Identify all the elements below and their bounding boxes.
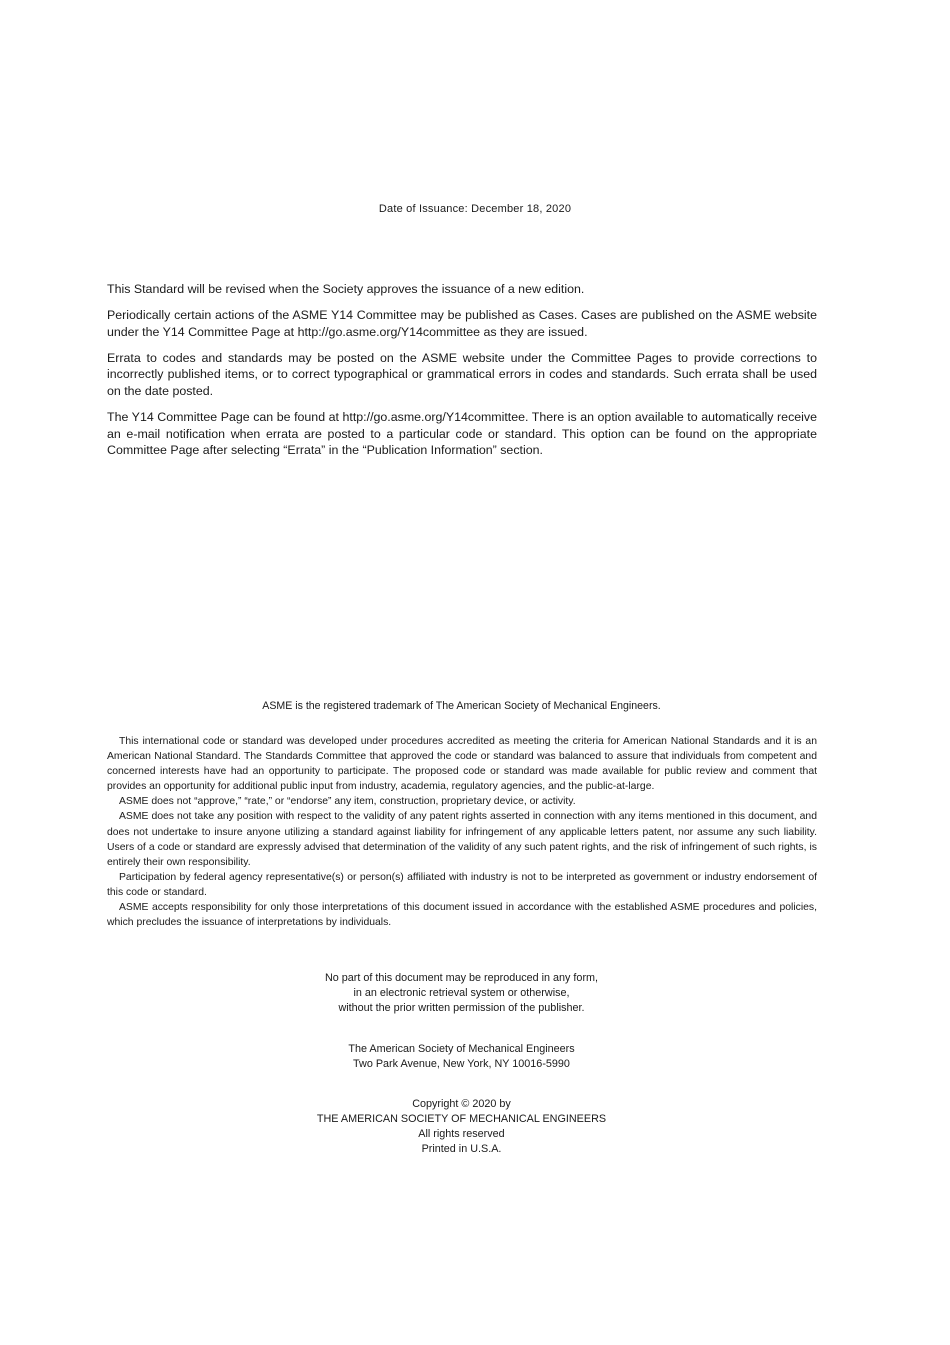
- reproduction-notice: [0, 971, 923, 1016]
- accreditation-paragraph: This international code or standard was developed under procedures accredited as meeting the criteria for American National Standards and it is an American National Standard. The Standards Committee that approved the code or standard was balanced to assure that individuals from competent and concerned interests have had an opportunity to participate. The proposed code or standard was made available for public review and comment that provides an opportunity for additional public input from industry, academia, regulatory agencies, and the public-at-large.: [107, 736, 817, 793]
- publisher-name: The American Society of Mechanical Engineers: [348, 1043, 575, 1055]
- reproduction-line: in an electronic retrieval system or otherwise,: [353, 987, 570, 1000]
- date-of-issuance: Date of Issuance: December 18, 2020: [378, 203, 572, 215]
- publisher-street-address: Two Park Avenue, New York, NY 10016-5990: [353, 1058, 570, 1071]
- patent-paragraph: ASME does not take any position with respect to the validity of any patent rights asserted in connection with any items mentioned in this document, and does not undertake to insure anyone utilizing a standard against liability for infringement of any applicable letters patent, nor assume any such liability. Users of a code or standard are expressly advised that determination of the validity of any such patent rights, and the risk of infringement of such rights, is entirely their own responsibility.: [107, 811, 817, 868]
- trademark-statement: ASME is the registered trademark of The American Society of Mechanical Engineers.: [262, 700, 661, 712]
- interpretations-paragraph: ASME accepts responsibility for only those interpretations of this document issued in accordance with the established ASME procedures and policies, which precludes the issuance of interpretations by individuals.: [107, 902, 817, 929]
- rights-reserved: All rights reserved: [418, 1128, 505, 1141]
- endorsement-paragraph: ASME does not “approve,” “rate,” or “endorse” any item, construction, proprietary device, or activity.: [119, 796, 576, 808]
- copyright-holder: THE AMERICAN SOCIETY OF MECHANICAL ENGINEERS: [316, 1113, 607, 1126]
- printed-in: Printed in U.S.A.: [421, 1143, 502, 1156]
- federal-participation-paragraph: Participation by federal agency representative(s) or person(s) affiliated with industry is not to be interpreted as government or industry endorsement of this code or standard.: [107, 871, 817, 898]
- reproduction-line: No part of this document may be reproduced in any form,: [324, 972, 599, 984]
- reproduction-line: without the prior written permission of the publisher.: [338, 1002, 585, 1015]
- publisher-address: [0, 1042, 923, 1072]
- revision-notice: This Standard will be revised when the Society approves the issuance of a new edition.: [107, 282, 585, 296]
- revision-notice-section: [107, 281, 817, 468]
- legal-disclaimer-section: [107, 734, 817, 930]
- copyright-line: Copyright © 2020 by: [412, 1098, 511, 1110]
- errata-notice: Errata to codes and standards may be posted on the ASME website under the Committee Pages to provide corrections to incorrectly published items, or to correct typographical or grammatical errors in codes and standards. Such errata shall be used on the date posted.: [107, 350, 817, 398]
- cases-notice: Periodically certain actions of the ASME Y14 Committee may be published as Cases. Cases are published on the ASME website under the Y14 Committee Page at http://go.asme.org/Y14committee as they are issued.: [107, 308, 817, 339]
- copyright-block: [0, 1097, 923, 1157]
- committee-page-notice: The Y14 Committee Page can be found at http://go.asme.org/Y14committee. There is an option available to automatically receive an e-mail notification when errata are posted to a particular code or standard. This option can be found on the appropriate Committee Page after selecting “Errata” in the “Publication Information” section.: [107, 410, 817, 458]
